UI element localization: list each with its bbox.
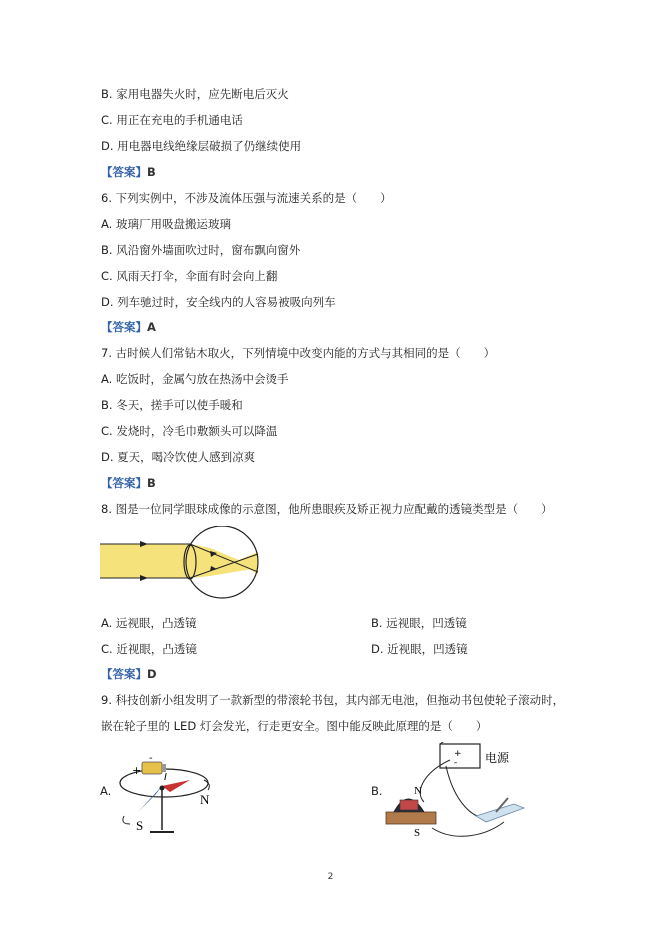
- q8-answer: [101, 667, 157, 681]
- q8-option-a: A. 远视眼，凸透镜: [101, 616, 197, 630]
- q5-option-d: D. 用电器电线绝缘层破损了仍继续使用: [101, 139, 302, 153]
- q6-stem: 6. 下列实例中，不涉及流体压强与流速关系的是（ ）: [101, 191, 392, 205]
- needle-south: [138, 786, 162, 812]
- current-compass-diagram: [112, 750, 232, 840]
- north-label: N: [200, 792, 210, 807]
- q6-option-d: D. 列车驰过时，安全线内的人容易被吸向列车: [101, 295, 336, 309]
- answer-value: B: [147, 165, 156, 179]
- q9-stem-line-2: 嵌在轮子里的 LED 灯会发光，行走更安全。图中能反映此原理的是（ ）: [101, 719, 488, 733]
- q7-stem: 7. 古时候人们常钻木取火，下列情境中改变内能的方式与其相同的是（ ）: [101, 346, 496, 360]
- power-plus: +: [454, 749, 462, 759]
- power-minus: -: [454, 758, 458, 768]
- q6-option-a: A. 玻璃厂用吸盘搬运玻璃: [101, 217, 231, 231]
- q9-stem-line-1: 9. 科技创新小组发明了一款新型的带滚轮书包，其内部无电池，但拖动书包使轮子滚动时，: [101, 693, 565, 707]
- power-label: 电源: [485, 751, 510, 765]
- motor-base: [386, 812, 436, 824]
- answer-tag: 【答案】: [101, 667, 147, 681]
- q5-option-c: C. 用正在充电的手机通电话: [101, 113, 243, 127]
- q7-option-b: B. 冬天，搓手可以使手暖和: [101, 398, 243, 412]
- answer-tag: 【答案】: [101, 476, 147, 490]
- light-beam: [100, 544, 190, 578]
- q7-answer: [101, 476, 156, 490]
- q7-option-c: C. 发烧时，冷毛巾敷额头可以降温: [101, 424, 278, 438]
- answer-value: D: [147, 667, 157, 681]
- magnet-south: S: [414, 827, 421, 839]
- q9-label-b: B.: [371, 784, 383, 798]
- q5-option-b: B. 家用电器失火时，应先断电后灭火: [101, 87, 289, 101]
- q8-stem: 8. 图是一位同学眼球成像的示意图，他所患眼疾及矫正视力应配戴的透镜类型是（ ）: [101, 502, 553, 516]
- q7-option-a: A. 吃饭时，金属勺放在热汤中会烫手: [101, 372, 289, 386]
- answer-value: A: [147, 320, 156, 334]
- answer-tag: 【答案】: [101, 165, 147, 179]
- minus-sign: -: [149, 753, 153, 764]
- q6-option-b: B. 风沿窗外墙面吹过时，窗布飘向窗外: [101, 243, 301, 257]
- page-number: 2: [327, 872, 334, 882]
- eye-diagram: [100, 526, 265, 606]
- coil-icon: [400, 800, 418, 810]
- q6-answer: [101, 320, 156, 334]
- q8-option-c: C. 近视眼，凸透镜: [101, 642, 197, 656]
- q9-label-a: A.: [100, 784, 112, 798]
- q7-option-d: D. 夏天，喝冷饮使人感到凉爽: [101, 450, 256, 464]
- magnet-north: N: [414, 785, 422, 797]
- south-label: S: [136, 818, 144, 833]
- answer-tag: 【答案】: [101, 320, 147, 334]
- q8-option-b: B. 远视眼，凹透镜: [371, 616, 467, 630]
- plus-sign: +: [132, 764, 142, 777]
- q5-answer: [101, 165, 156, 179]
- q8-option-d: D. 近视眼，凹透镜: [371, 642, 468, 656]
- current-label: I: [164, 772, 167, 783]
- answer-value: B: [147, 476, 156, 490]
- motor-circuit-diagram: [384, 742, 534, 842]
- q6-option-c: C. 风雨天打伞，伞面有时会向上翻: [101, 269, 278, 283]
